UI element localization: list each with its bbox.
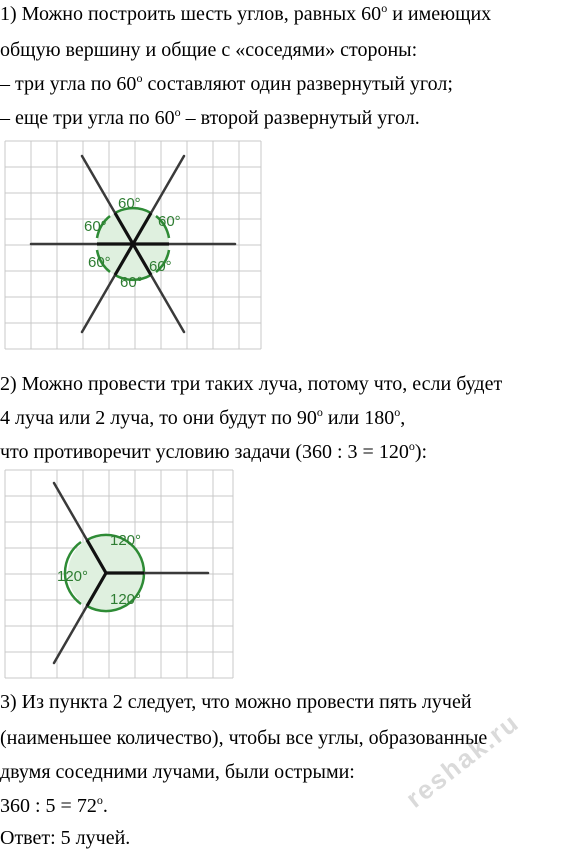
p1-line-4: – еще три угла по 60$^o$ – второй развернутый угол. <box>0 105 420 129</box>
watermark: reshak.ru <box>400 706 525 814</box>
figure-three-angles <box>3 468 235 680</box>
angle-label: 60° <box>149 258 172 275</box>
angle-label: 60° <box>88 254 111 271</box>
angle-label: 120° <box>110 591 142 608</box>
p3-line-4: 360 : $5 = 72^o$. <box>0 793 108 817</box>
angle-label: 120° <box>110 532 142 549</box>
p1-line-1: 1) Можно построить шесть углов, равных 60$^o$ и имеющих <box>0 1 492 25</box>
angle-label: 60° <box>84 218 107 235</box>
p2-line-3: что противоречит условию задачи (360 : $3 = 120^o$): <box>0 439 428 463</box>
p1-line-2: общую вершину и общие с «соседями» стороны: <box>0 39 418 61</box>
answer-line: Ответ: 5 лучей. <box>0 827 131 849</box>
figure-six-angles <box>3 140 265 350</box>
angle-label: 120° <box>57 568 89 585</box>
p1-line-3: – три угла по 60$^o$ составляют один развернутый угол; <box>0 71 453 95</box>
p2-line-1: 2) Можно провести три таких луча, потому что, если будет <box>0 373 503 395</box>
angle-label: 60° <box>118 195 141 212</box>
angle-label: 60° <box>158 213 181 230</box>
p3-line-1: 3) Из пункта 2 следует, что можно провести пять лучей <box>0 691 472 713</box>
p3-line-2: (наименьшее количество), чтобы все углы, образованные <box>0 727 488 749</box>
p3-line-3: двумя соседними лучами, были острыми: <box>0 761 355 783</box>
angle-label: 60° <box>120 274 143 291</box>
p2-line-2: 4 луча или 2 луча, то они будут по 90$^o$ или 180$^o$, <box>0 405 406 429</box>
